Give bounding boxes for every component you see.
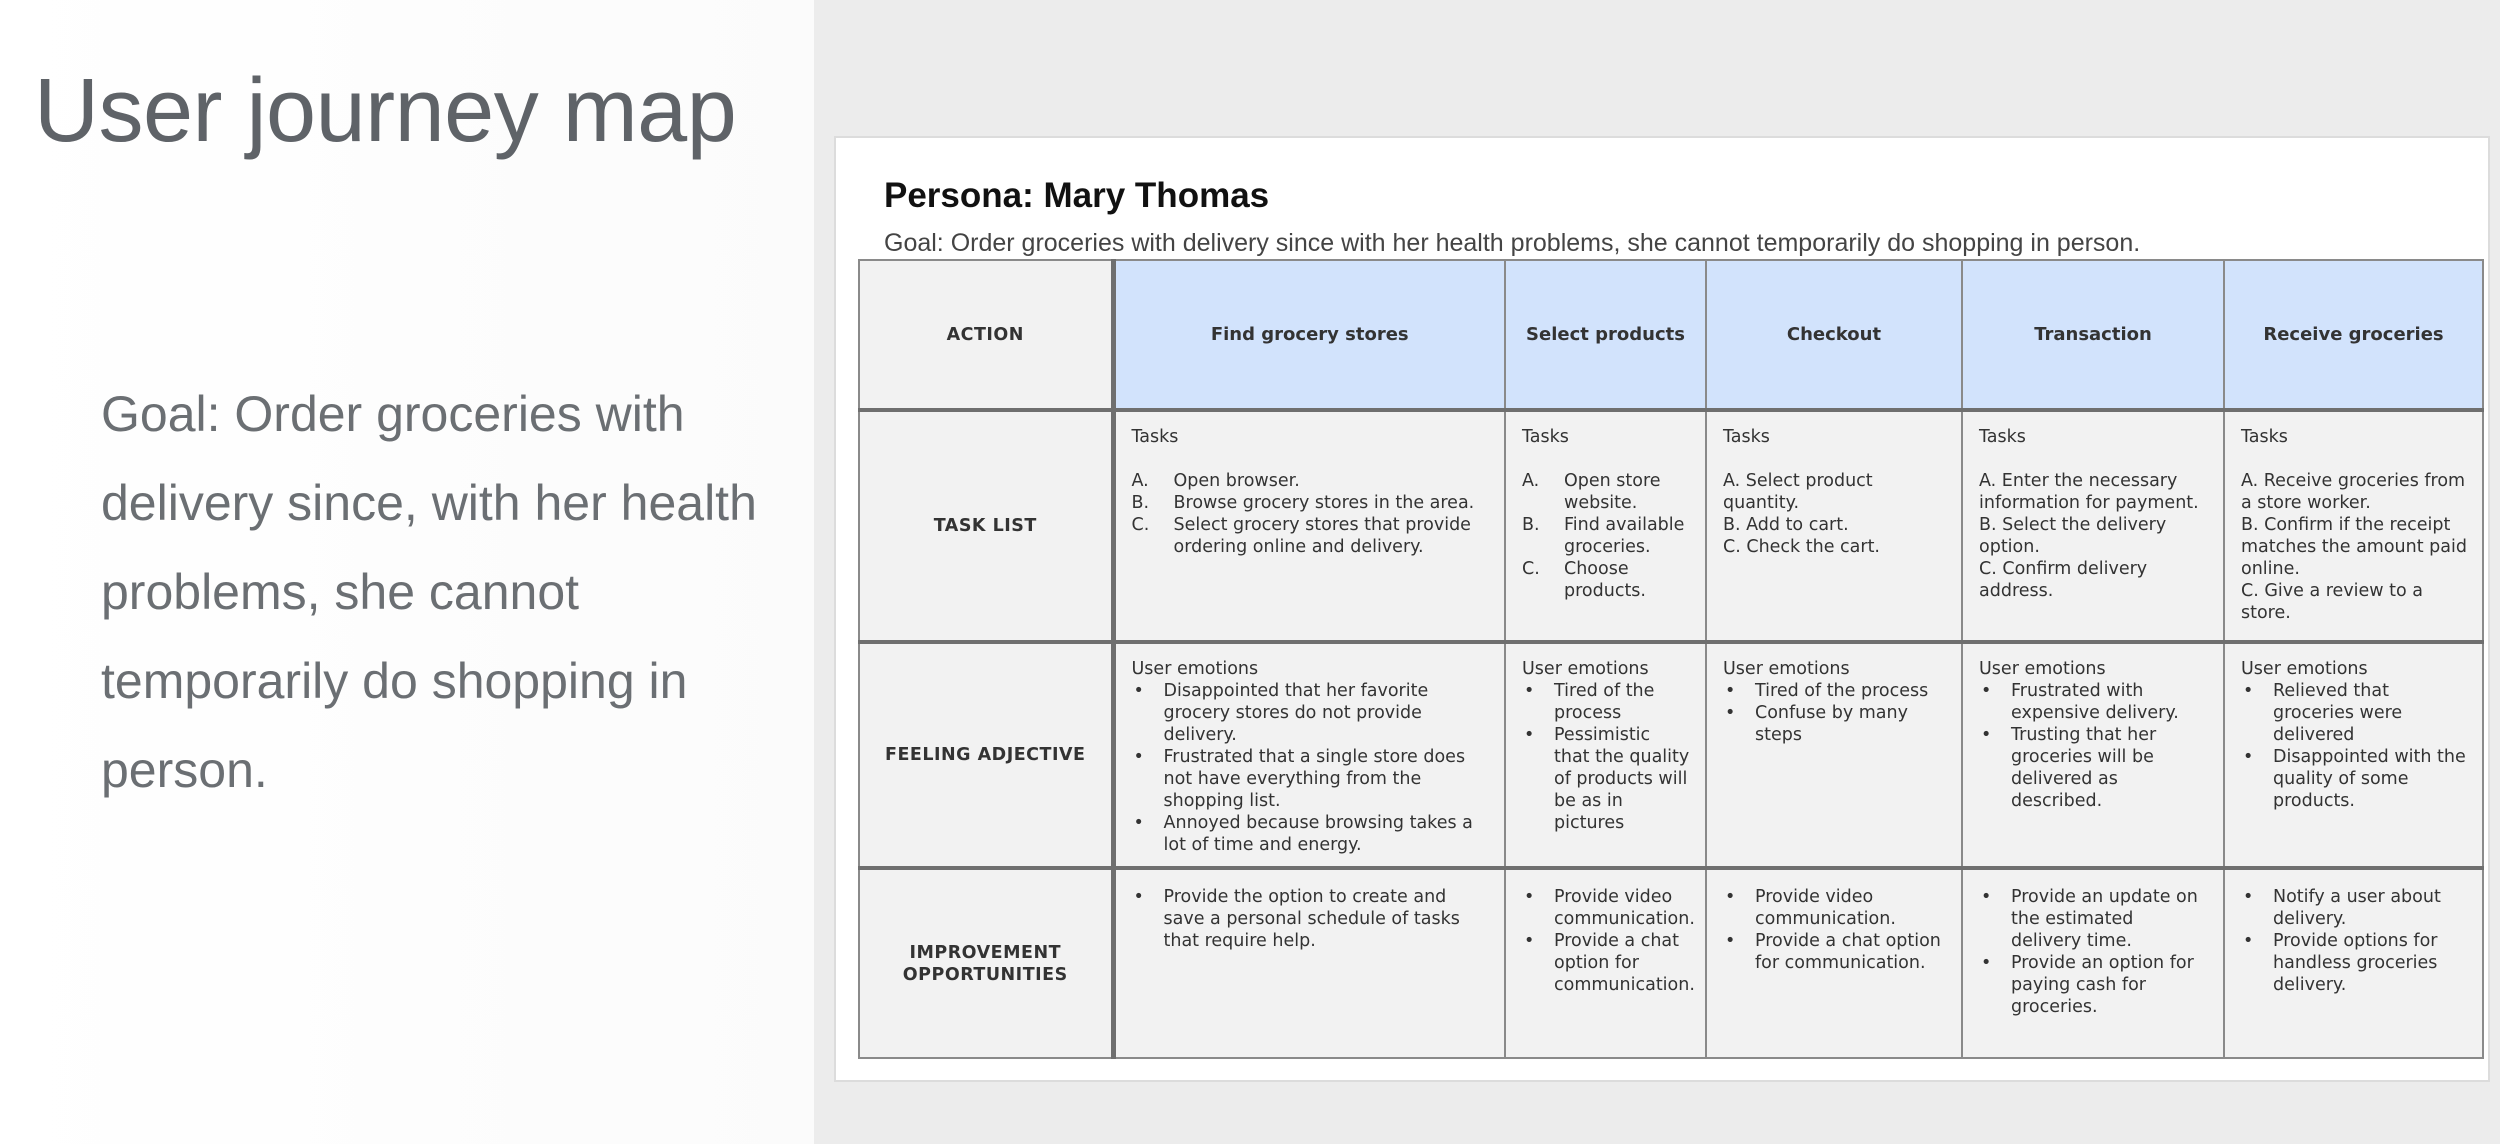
list-item: B. Select the delivery option. (1979, 515, 2167, 557)
list-item: A. Open browser. (1131, 471, 1300, 491)
emotions-label: User emotions (1979, 659, 2106, 679)
list-item: • Pessimistic that the quality of products will be as in pictures (1522, 724, 1691, 834)
list-item: • Frustrated that a single store does not have everything from the shopping list. (1132, 746, 1491, 812)
emotions-label: User emotions (1723, 659, 1850, 679)
improvement-list (1979, 886, 2209, 1018)
row-header-action: ACTION (859, 260, 1113, 410)
emotions-label: User emotions (1522, 659, 1649, 679)
persona-goal: Goal: Order groceries with delivery since with her health problems, she cannot temporarily do shopping in person. (884, 229, 2141, 257)
tasks-label: Tasks (1723, 427, 1770, 447)
tasks-label: Tasks (2241, 427, 2288, 447)
list-item: A. Receive groceries from a store worker. (2241, 471, 2466, 513)
improvement-cell-transaction (1962, 868, 2224, 1058)
list-item: • Disappointed with the quality of some products. (2241, 746, 2468, 812)
tasks-label: Tasks (1131, 427, 1179, 447)
emotions-label: User emotions (2241, 659, 2368, 679)
row-header-feeling-adjective: FEELING ADJECTIVE (859, 642, 1113, 868)
improvement-list (1132, 886, 1491, 952)
feeling-adjective-row (859, 642, 2483, 868)
emotion-cell-receive (2224, 642, 2483, 868)
list-item: C. Give a review to a store. (2241, 581, 2424, 623)
list-item: • Provide the option to create and save a personal schedule of tasks that require help. (1132, 886, 1491, 952)
column-header-receive-groceries: Receive groceries (2224, 260, 2483, 410)
column-header-find-grocery-stores: Find grocery stores (1113, 260, 1505, 410)
list-item: • Tired of the process (1723, 680, 1947, 702)
emotion-list (1723, 680, 1947, 746)
improvement-list (1522, 886, 1695, 996)
list-item: • Tired of the process (1522, 680, 1691, 724)
task-list (1132, 470, 1491, 558)
task-cell-transaction (1962, 410, 2224, 642)
list-item: B. Confirm if the receipt matches the amount paid online. (2241, 515, 2467, 579)
improvement-list (2241, 886, 2468, 996)
row-header-improvement-opportunities: IMPROVEMENT OPPORTUNITIES (859, 868, 1113, 1058)
list-item: • Confuse by many steps (1723, 702, 1947, 746)
task-cell-find (1113, 410, 1505, 642)
action-row (859, 260, 2483, 410)
slide-title: User journey map (34, 61, 737, 161)
task-list (1522, 470, 1691, 602)
column-header-checkout: Checkout (1706, 260, 1962, 410)
column-header-select-products: Select products (1505, 260, 1706, 410)
list-item: • Notify a user about delivery. (2241, 886, 2468, 930)
list-item: • Provide a chat option for communication. (1723, 930, 1947, 974)
list-item: C. Confirm delivery address. (1979, 559, 2148, 601)
improvement-cell-select (1505, 868, 1706, 1058)
list-item: • Provide an update on the estimated delivery time. (1979, 886, 2209, 952)
emotion-list (1979, 680, 2209, 812)
emotions-label: User emotions (1131, 659, 1259, 679)
list-item: C. Check the cart. (1723, 537, 1880, 557)
list-item: B. Add to cart. (1723, 515, 1849, 535)
improvement-cell-receive (2224, 868, 2483, 1058)
list-item: • Provide video communication. (1723, 886, 1947, 930)
persona-title: Persona: Mary Thomas (884, 176, 1270, 215)
tasks-label: Tasks (1522, 427, 1569, 447)
emotion-cell-find (1113, 642, 1505, 868)
emotion-cell-transaction (1962, 642, 2224, 868)
emotion-list (2241, 680, 2468, 812)
list-item: B. Browse grocery stores in the area. (1131, 493, 1475, 513)
list-item: • Provide a chat option for communication. (1522, 930, 1691, 996)
emotion-list (1522, 680, 1691, 834)
list-item: B. Find available groceries. (1522, 515, 1685, 557)
slide-goal-text: Goal: Order groceries with delivery since, with her health problems, she cannot temporarily do shopping in person. (101, 386, 757, 798)
list-item: • Disappointed that her favorite grocery stores do not provide delivery. (1132, 680, 1491, 746)
list-item: A. Enter the necessary information for payment. (1979, 471, 2199, 513)
journey-map-table (858, 259, 2484, 1059)
improvement-cell-checkout (1706, 868, 1962, 1058)
tasks-label: Tasks (1979, 427, 2026, 447)
row-header-task-list: TASK LIST (859, 410, 1113, 642)
list-item: • Relieved that groceries were delivered (2241, 680, 2468, 746)
task-cell-select (1505, 410, 1706, 642)
improvement-list (1723, 886, 1947, 974)
task-list-row (859, 410, 2483, 642)
list-item: • Frustrated with expensive delivery. (1979, 680, 2209, 724)
emotion-list (1132, 680, 1491, 856)
list-item: • Annoyed because browsing takes a lot of time and energy. (1132, 812, 1491, 856)
list-item: C. Choose products. (1522, 559, 1646, 601)
improvement-cell-find (1113, 868, 1505, 1058)
emotion-cell-checkout (1706, 642, 1962, 868)
list-item: • Provide options for handless groceries delivery. (2241, 930, 2468, 996)
list-item: • Provide an option for paying cash for groceries. (1979, 952, 2209, 1018)
task-cell-checkout (1706, 410, 1962, 642)
improvement-opportunities-row (859, 868, 2483, 1058)
list-item: • Provide video communication. (1522, 886, 1691, 930)
list-item: A. Open store website. (1522, 471, 1661, 513)
column-header-transaction: Transaction (1962, 260, 2224, 410)
list-item: C. Select grocery stores that provide ordering online and delivery. (1131, 515, 1471, 557)
emotion-cell-select (1505, 642, 1706, 868)
list-item: A. Select product quantity. (1723, 471, 1873, 513)
list-item: • Trusting that her groceries will be delivered as described. (1979, 724, 2209, 812)
task-cell-receive (2224, 410, 2483, 642)
